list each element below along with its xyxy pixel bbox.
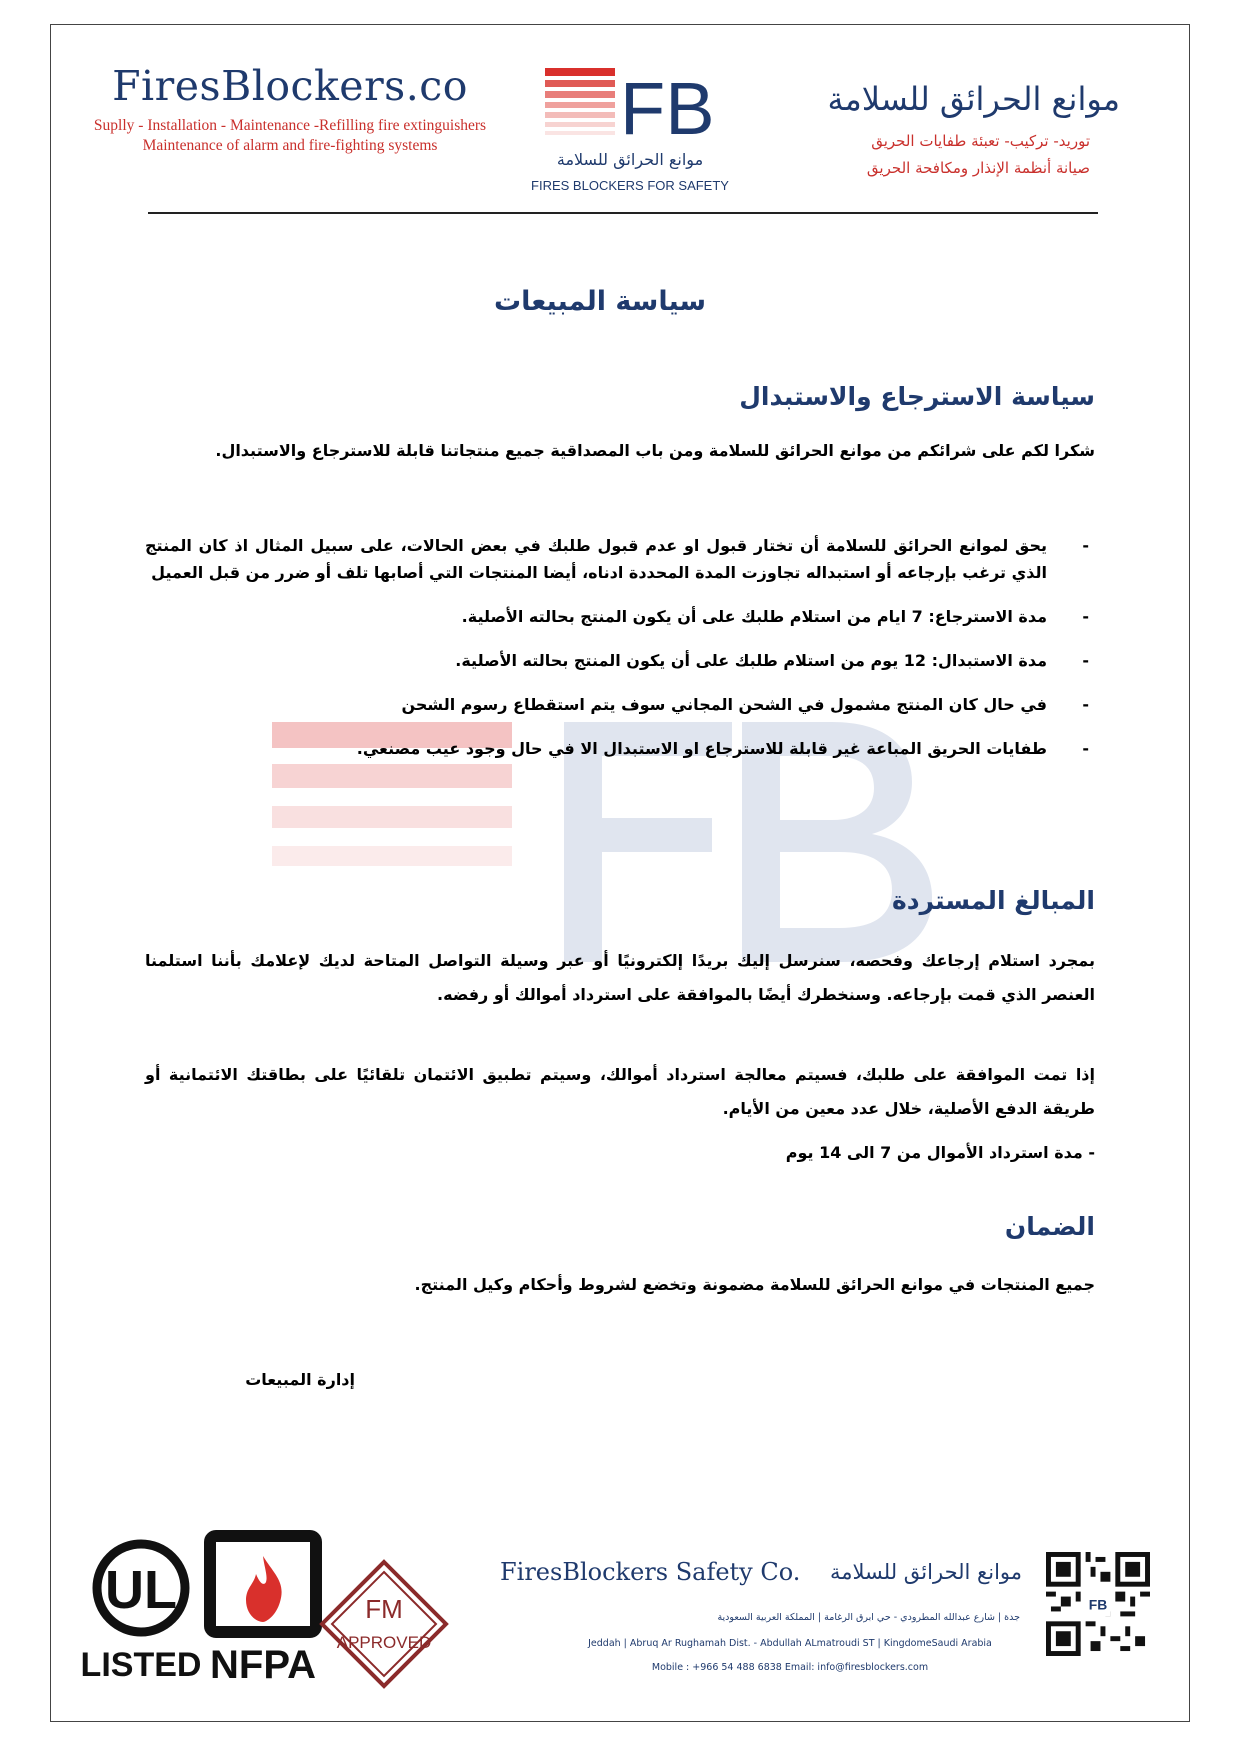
svg-text:FM: FM <box>365 1594 403 1624</box>
signoff: إدارة المبيعات <box>245 1370 355 1389</box>
footer-company-english: FiresBlockers Safety Co. <box>500 1558 801 1586</box>
header-divider <box>148 212 1098 214</box>
brand-name-english: FiresBlockers.co <box>112 62 468 110</box>
page-title: سياسة المبيعات <box>493 286 707 317</box>
returns-bullet-list <box>145 532 1095 779</box>
services-english-line-1: Suplly - Installation - Maintenance -Refilling fire extinguishers <box>93 117 487 134</box>
svg-text:APPROVED: APPROVED <box>336 1633 432 1652</box>
footer-contact: Mobile : +966 54 488 6838 Email: info@firesblockers.com <box>651 1662 929 1673</box>
certification-logos <box>80 1526 496 1687</box>
warranty-heading: الضمان <box>1004 1212 1095 1241</box>
header-arabic <box>760 80 1120 182</box>
footer-address-english: Jeddah | Abruq Ar Rughamah Dist. - Abdullah ALmatroudi ST | KingdomeSaudi Arabia <box>588 1638 992 1649</box>
refunds-paragraph-2: إذا تمت الموافقة على طلبك، فسيتم معالجة استرداد أموالك، وسيتم تطبيق الائتمان تلقائيًا على بطاقتك الائتمانية أو طريقة الدفع الأصلية، خلال عدد معين من الأيام. <box>145 1065 1095 1118</box>
fm-approved-logo <box>322 1562 446 1686</box>
logo-letters: FB <box>620 67 715 150</box>
logo-english-name: FIRES BLOCKERS FOR SAFETY <box>531 178 729 193</box>
qr-code <box>1046 1552 1150 1656</box>
brand-name-arabic: موانع الحرائق للسلامة <box>827 80 1120 118</box>
header-english <box>60 62 520 156</box>
nfpa-logo <box>210 1536 316 1687</box>
footer-address-arabic: جدة | شارع عبدالله المطرودي - حي ابرق الرغامة | المملكة العربية السعودية <box>717 1612 1020 1623</box>
list-item: - مدة الاستبدال: 12 يوم من استلام طلبك على أن يكون المنتج بحالته الأصلية. <box>455 651 1089 670</box>
logo-arabic-name: موانع الحرائق للسلامة <box>556 150 704 169</box>
services-english-line-2: Maintenance of alarm and fire-fighting systems <box>142 137 438 154</box>
returns-intro: شكرا لكم على شرائكم من موانع الحرائق للسلامة ومن باب المصداقية جميع منتجاتنا قابلة للاسترجاع والاستبدال. <box>215 441 1095 460</box>
returns-heading: سياسة الاسترجاع والاستبدال <box>739 382 1095 411</box>
qr-center-label: FB <box>1088 1596 1108 1613</box>
svg-text:UL: UL <box>105 1560 177 1620</box>
footer-company-arabic: موانع الحرائق للسلامة <box>830 1560 1022 1584</box>
services-arabic-line-2: صيانة أنظمة الإنذار ومكافحة الحريق <box>866 159 1090 177</box>
services-arabic-line-1: توريد- تركيب- تعبئة طفايات الحريق <box>871 132 1090 150</box>
svg-text:LISTED: LISTED <box>80 1646 202 1684</box>
list-item: - مدة الاسترجاع: 7 ايام من استلام طلبك على أن يكون المنتج بحالته الأصلية. <box>461 607 1089 626</box>
refunds-duration: - مدة استرداد الأموال من 7 الى 14 يوم <box>785 1143 1095 1162</box>
warranty-text: جميع المنتجات في موانع الحرائق للسلامة مضمونة وتخضع لشروط وأحكام وكيل المنتج. <box>414 1275 1095 1294</box>
list-item: - يحق لموانع الحرائق للسلامة أن تختار قبول او عدم قبول طلبك في بعض الحالات، على سبيل المثال اذ كان المنتج الذي ترغب بإرجاعه أو استبداله تجاوزت المدة المحددة ادناه، أيضا المنتجات التي أصابها تلف أو ضرر من قبل العميل <box>145 536 1089 582</box>
ul-listed-logo <box>81 1544 202 1684</box>
refunds-paragraph-1: بمجرد استلام إرجاعك وفحصه، سنرسل إليك بريدًا إلكترونيًا أو عبر وسيلة التواصل المتاحة لديك لإعلامك بأننا استلمنا العنصر الذي قمت بإرجاعه. وسنخطرك أيضًا بالموافقة على استرداد أموالك أو رفضه. <box>145 951 1095 1004</box>
list-item: - في حال كان المنتج مشمول في الشحن المجاني سوف يتم استقطاع رسوم الشحن <box>401 695 1089 714</box>
list-item: - طفايات الحريق المباعة غير قابلة للاسترجاع او الاستبدال الا في حال وجود عيب مصنعي. <box>356 739 1089 758</box>
refunds-heading: المبالغ المستردة <box>892 886 1095 915</box>
svg-text:NFPA: NFPA <box>210 1643 316 1687</box>
company-logo <box>520 68 740 198</box>
